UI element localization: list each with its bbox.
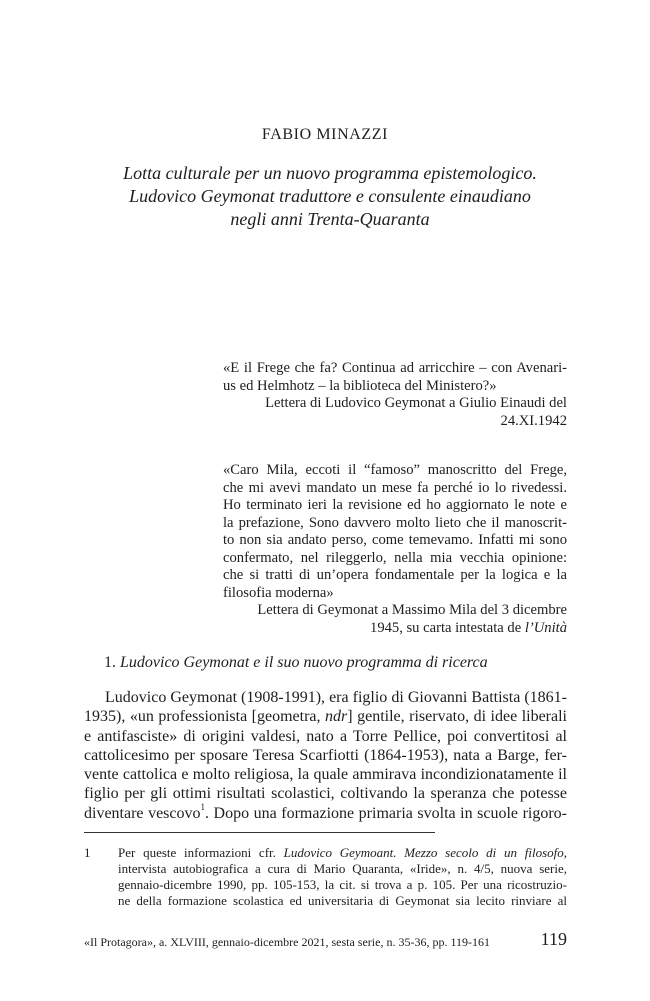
- footnote-line: [118, 845, 567, 861]
- journal-footer: «Il Protagora», a. XLVIII, gennaio-dicembre 2021, sesta serie, n. 35-36, pp. 119-161: [84, 935, 491, 949]
- section-heading: [104, 654, 488, 672]
- epigraph-mila: [223, 462, 567, 637]
- page-number: 119: [540, 929, 567, 949]
- epigraph-frege: [223, 360, 567, 430]
- epigraph-attribution: 24.XI.1942: [500, 412, 567, 429]
- footnote-number: 1: [84, 845, 91, 860]
- footnote-line: ne della formazione scolastica ed universitaria di Geymonat sia lecito rinviare al: [118, 893, 567, 908]
- body-line: [84, 707, 567, 726]
- epigraph-attribution: Lettera di Ludovico Geymonat a Giulio Einaudi del: [265, 395, 567, 411]
- body-line: vente cattolica e molto religiosa, la quale ammirava incondizionatamente il: [84, 766, 567, 784]
- body-line: [84, 727, 567, 746]
- body-text: . Dopo una formazione primaria svolta in scuole rigoro-: [205, 804, 568, 822]
- section-title: Ludovico Geymonat e il suo nuovo programma di ricerca: [120, 654, 488, 671]
- epigraph-line: filosofia moderna»: [223, 584, 334, 601]
- title-line: Ludovico Geymonat traduttore e consulente einaudiano: [129, 186, 531, 206]
- epigraph-line: che mi avevi mandato un mese fa perché io lo rivedessi.: [223, 479, 567, 496]
- epigraph-line: confermato, nel rileggerlo, nella mia vecchia opinione:: [223, 549, 567, 566]
- body-text: diventare vescovo: [84, 804, 201, 822]
- title-line: Lotta culturale per un nuovo programma epistemologico.: [123, 163, 537, 183]
- body-text: 1935), «un professionista [geometra,: [84, 708, 326, 726]
- footnote-line: intervista autobiografica a cura di Mario Quaranta, «Iride», n. 4/5, nuova serie,: [118, 861, 567, 876]
- footnote-cited-title: Ludovico Geymoant. Mezzo secolo di un filosofo: [283, 845, 564, 860]
- article-title: [80, 162, 580, 231]
- body-paragraph: [84, 688, 567, 823]
- body-text: e antifasciste: [84, 727, 170, 745]
- newspaper-title: l’Unità: [524, 619, 567, 636]
- body-line: [84, 804, 567, 823]
- epigraph-attribution: [223, 620, 567, 638]
- epigraph-line: to non sia andato perso, come temevamo. Infatti mi sono: [223, 532, 567, 548]
- epigraph-line: la prefazione, Sono davvero molto lieto che il manoscrit-: [223, 514, 567, 531]
- body-italic: ndr: [325, 708, 348, 726]
- epigraph-line: us ed Helmhotz – la biblioteca del Ministero?»: [223, 377, 497, 394]
- footnote-text-part: ,: [563, 845, 567, 860]
- attribution-text: 1945, su carta intestata de: [370, 619, 525, 636]
- footnote-line: gennaio-dicembre 1990, pp. 105-153, la cit. si trova a p. 105. Per una ricostruzio-: [118, 877, 567, 892]
- epigraph-line: «Caro Mila, eccoti il “famoso” manoscritto del Frege,: [223, 462, 567, 478]
- footnote-reference[interactable]: 1: [200, 802, 205, 813]
- body-line: cattolicesimo per sposare Teresa Scarfiotti (1864-1953), nata a Barge, fer-: [84, 746, 567, 764]
- footnote-text-part: Per queste informazioni cfr.: [118, 845, 284, 860]
- title-line: negli anni Trenta-Quaranta: [230, 209, 430, 229]
- epigraph-line: Ho terminato ieri la revisione ed ho aggiornato le note e: [223, 497, 567, 513]
- body-line: Ludovico Geymonat (1908-1991), era figlio di Giovanni Battista (1861-: [105, 689, 567, 706]
- section-number: 1.: [104, 654, 120, 671]
- body-text: » di origini valdesi, nato a Torre Pellice, poi convertitosi al: [169, 727, 567, 745]
- epigraph-line: che si tratti di un’opera fondamentale per la logica e la: [223, 567, 567, 583]
- footnote-text: [118, 845, 567, 909]
- body-text: ] gentile, riservato, di idee liberali: [347, 708, 568, 726]
- epigraph-attribution: Lettera di Geymonat a Massimo Mila del 3 dicembre: [257, 602, 567, 618]
- author-name: FABIO MINAZZI: [261, 126, 389, 143]
- epigraph-line: «E il Frege che fa? Continua ad arricchire – con Avenari-: [223, 360, 567, 376]
- body-line: figlio per gli ottimi risultati scolastici, coltivando la speranza che potesse: [84, 785, 567, 803]
- footnote-separator: [84, 832, 435, 833]
